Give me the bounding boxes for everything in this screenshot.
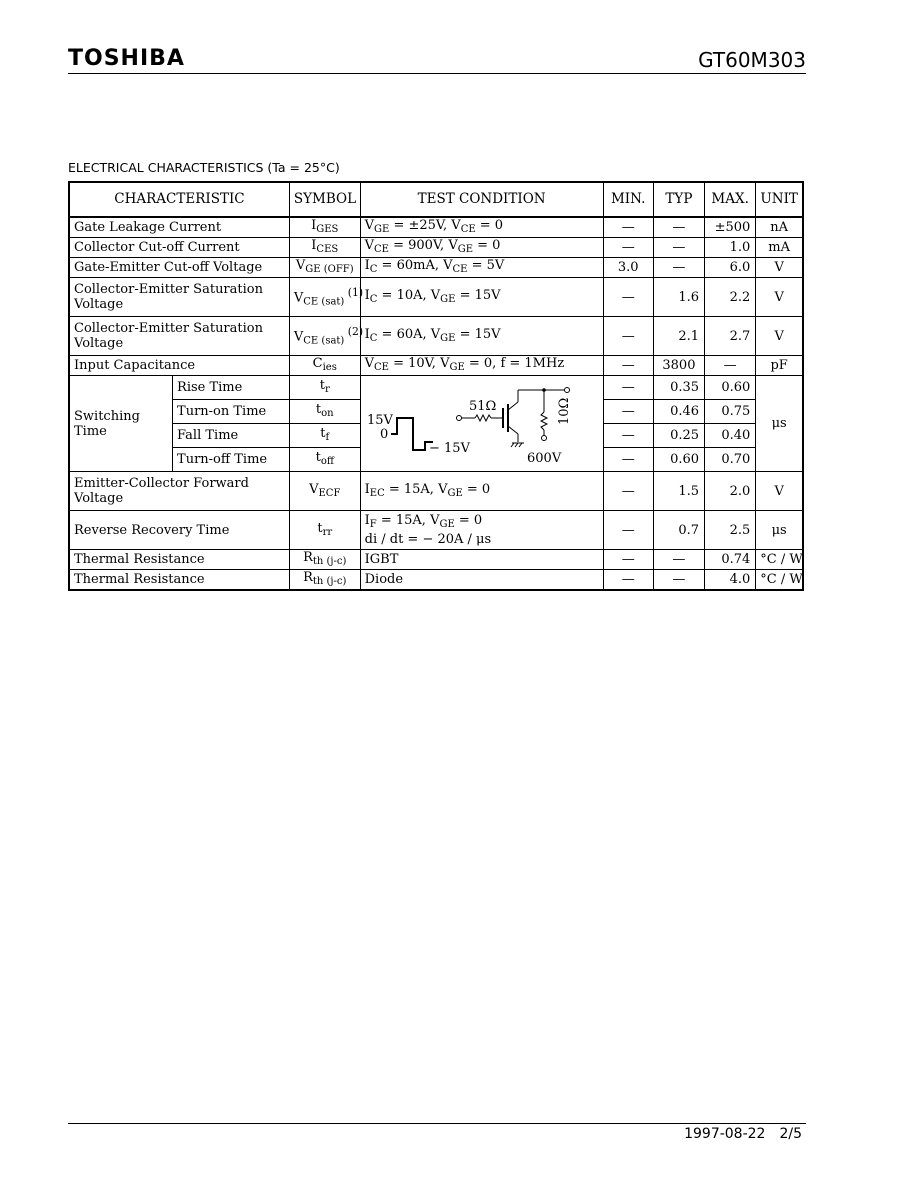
symbol-cell: $R_{th (j-c)}$	[289, 550, 360, 570]
typ-cell: —	[653, 217, 704, 238]
max-cell: 6.0	[705, 258, 756, 278]
symbol-cell: $t_{rr}$	[289, 511, 360, 550]
max-cell: 0.74	[705, 550, 756, 570]
characteristic-cell: Reverse Recovery Time	[69, 511, 289, 550]
table-row	[69, 472, 803, 511]
symbol-cell: $t_r$	[289, 376, 360, 400]
typ-cell: 3800	[653, 356, 704, 376]
characteristic-cell: Gate-Emitter Cut-off Voltage	[69, 258, 289, 278]
unit-cell: nA	[756, 217, 803, 238]
symbol-cell: $V_{GE (OFF)}$	[289, 258, 360, 278]
min-cell: —	[603, 400, 653, 424]
min-cell: —	[603, 424, 653, 448]
characteristic-cell: Fall Time	[173, 424, 290, 448]
table-row	[69, 511, 803, 550]
symbol-cell: $R_{th (j-c)}$	[289, 570, 360, 591]
table-row	[69, 278, 803, 317]
min-cell: —	[603, 356, 653, 376]
table-row	[69, 258, 803, 278]
unit-cell: V	[756, 278, 803, 317]
pulse-waveform	[391, 418, 433, 450]
typ-cell: 2.1	[653, 317, 704, 356]
min-cell: —	[603, 448, 653, 472]
condition-cell: IGBT	[360, 550, 603, 570]
typ-cell: 0.7	[653, 511, 704, 550]
unit-cell: pF	[756, 356, 803, 376]
symbol-cell: $V_{CE (sat)}$ $^{(2)}$	[289, 317, 360, 356]
typ-cell: —	[653, 570, 704, 591]
supply-voltage-label: 600V	[526, 451, 561, 466]
unit-cell: μs	[756, 376, 803, 472]
max-cell: 2.5	[705, 511, 756, 550]
collector-terminal	[564, 388, 569, 393]
unit-cell: mA	[756, 238, 803, 258]
symbol-cell: $C_{ies}$	[289, 356, 360, 376]
part-number: GT60M303	[698, 48, 806, 72]
max-cell: 0.70	[705, 448, 756, 472]
header-test-condition: TEST CONDITION	[360, 182, 603, 217]
characteristic-cell: Gate Leakage Current	[69, 217, 289, 238]
typ-cell: —	[653, 258, 704, 278]
condition-cell: $I_F = 15A$, $V_{GE} = 0$ di / dt = − 20A / μs	[360, 511, 603, 550]
unit-cell: V	[756, 258, 803, 278]
footer-page: 2/5	[779, 1126, 802, 1142]
symbol-cell: $t_{off}$	[289, 448, 360, 472]
gate-resistor-icon	[475, 415, 491, 421]
min-cell: 3.0	[603, 258, 653, 278]
electrical-characteristics-table	[68, 181, 804, 591]
unit-cell: °C / W	[756, 570, 803, 591]
min-cell: —	[603, 317, 653, 356]
max-cell: 0.75	[705, 400, 756, 424]
min-cell: —	[603, 472, 653, 511]
header-typ: TYP	[653, 182, 704, 217]
typ-cell: 0.60	[653, 448, 704, 472]
unit-cell: μs	[756, 511, 803, 550]
max-cell: —	[705, 356, 756, 376]
condition-cell: $I_C = 60A$, $V_{GE} = 15V$	[360, 317, 603, 356]
header-characteristic: CHARACTERISTIC	[69, 182, 289, 217]
pulse-low-label: − 15V	[428, 441, 470, 456]
max-cell: 0.60	[705, 376, 756, 400]
section-title: ELECTRICAL CHARACTERISTICS (Ta = 25°C)	[68, 160, 340, 175]
max-cell: 4.0	[705, 570, 756, 591]
typ-cell: 0.46	[653, 400, 704, 424]
table-row	[69, 238, 803, 258]
gate-resistor-label: 51Ω	[468, 399, 496, 414]
typ-cell: 0.25	[653, 424, 704, 448]
symbol-cell: $t_f$	[289, 424, 360, 448]
characteristic-cell: Collector-Emitter Saturation Voltage	[69, 317, 289, 356]
max-cell: ±500	[705, 217, 756, 238]
typ-cell: —	[653, 238, 704, 258]
table-row	[69, 356, 803, 376]
switching-group-label: Switching Time	[69, 376, 173, 472]
table-row	[69, 317, 803, 356]
header-rule	[68, 73, 806, 74]
max-cell: 2.0	[705, 472, 756, 511]
test-circuit-diagram	[361, 376, 598, 476]
symbol-cell: $I_{GES}$	[289, 217, 360, 238]
load-resistor-icon	[541, 412, 547, 430]
symbol-cell: $I_{CES}$	[289, 238, 360, 258]
characteristic-cell: Emitter-Collector Forward Voltage	[69, 472, 289, 511]
unit-cell: V	[756, 472, 803, 511]
table-row	[69, 376, 803, 400]
typ-cell: 1.5	[653, 472, 704, 511]
typ-cell: 0.35	[653, 376, 704, 400]
characteristic-cell: Input Capacitance	[69, 356, 289, 376]
min-cell: —	[603, 217, 653, 238]
table-row	[69, 550, 803, 570]
min-cell: —	[603, 376, 653, 400]
load-resistor-label: 10Ω	[556, 397, 572, 425]
min-cell: —	[603, 238, 653, 258]
unit-cell: °C / W	[756, 550, 803, 570]
table-row	[69, 570, 803, 591]
gate-terminal	[456, 416, 461, 421]
condition-cell: $V_{GE} = \pm 25V$, $V_{CE} = 0$	[360, 217, 603, 238]
symbol-cell: $V_{ECF}$	[289, 472, 360, 511]
footer	[670, 1126, 802, 1142]
symbol-cell: $t_{on}$	[289, 400, 360, 424]
max-cell: 2.2	[705, 278, 756, 317]
table-row	[69, 217, 803, 238]
header-unit: UNIT	[756, 182, 803, 217]
condition-cell: $I_C = 60mA$, $V_{CE} = 5V$	[360, 258, 603, 278]
characteristic-cell: Collector Cut-off Current	[69, 238, 289, 258]
pulse-high-label: 15V	[366, 413, 393, 428]
characteristic-cell: Turn-off Time	[173, 448, 290, 472]
min-cell: —	[603, 511, 653, 550]
characteristic-cell: Turn-on Time	[173, 400, 290, 424]
min-cell: —	[603, 570, 653, 591]
condition-cell: $I_C = 10A$, $V_{GE} = 15V$	[360, 278, 603, 317]
condition-cell: Diode	[360, 570, 603, 591]
characteristic-cell: Thermal Resistance	[69, 550, 289, 570]
min-cell: —	[603, 278, 653, 317]
max-cell: 2.7	[705, 317, 756, 356]
min-cell: —	[603, 550, 653, 570]
characteristic-cell: Collector-Emitter Saturation Voltage	[69, 278, 289, 317]
characteristic-cell: Thermal Resistance	[69, 570, 289, 591]
symbol-cell: $V_{CE (sat)}$ $^{(1)}$	[289, 278, 360, 317]
pulse-zero-label: 0	[379, 427, 388, 442]
typ-cell: 1.6	[653, 278, 704, 317]
switching-test-circuit	[360, 376, 603, 472]
footer-rule	[68, 1123, 806, 1124]
header-symbol: SYMBOL	[289, 182, 360, 217]
unit-cell: V	[756, 317, 803, 356]
characteristic-cell: Rise Time	[173, 376, 290, 400]
header-max: MAX.	[705, 182, 756, 217]
condition-cell: $I_{EC} = 15A$, $V_{GE} = 0$	[360, 472, 603, 511]
header-min: MIN.	[603, 182, 653, 217]
footer-date: 1997-08-22	[684, 1126, 766, 1142]
condition-cell: $V_{CE} = 10V$, $V_{GE} = 0$, f = 1MHz	[360, 356, 603, 376]
max-cell: 1.0	[705, 238, 756, 258]
max-cell: 0.40	[705, 424, 756, 448]
typ-cell: —	[653, 550, 704, 570]
brand-logo: TOSHIBA	[68, 46, 185, 71]
condition-cell: $V_{CE} = 900V$, $V_{GE} = 0$	[360, 238, 603, 258]
